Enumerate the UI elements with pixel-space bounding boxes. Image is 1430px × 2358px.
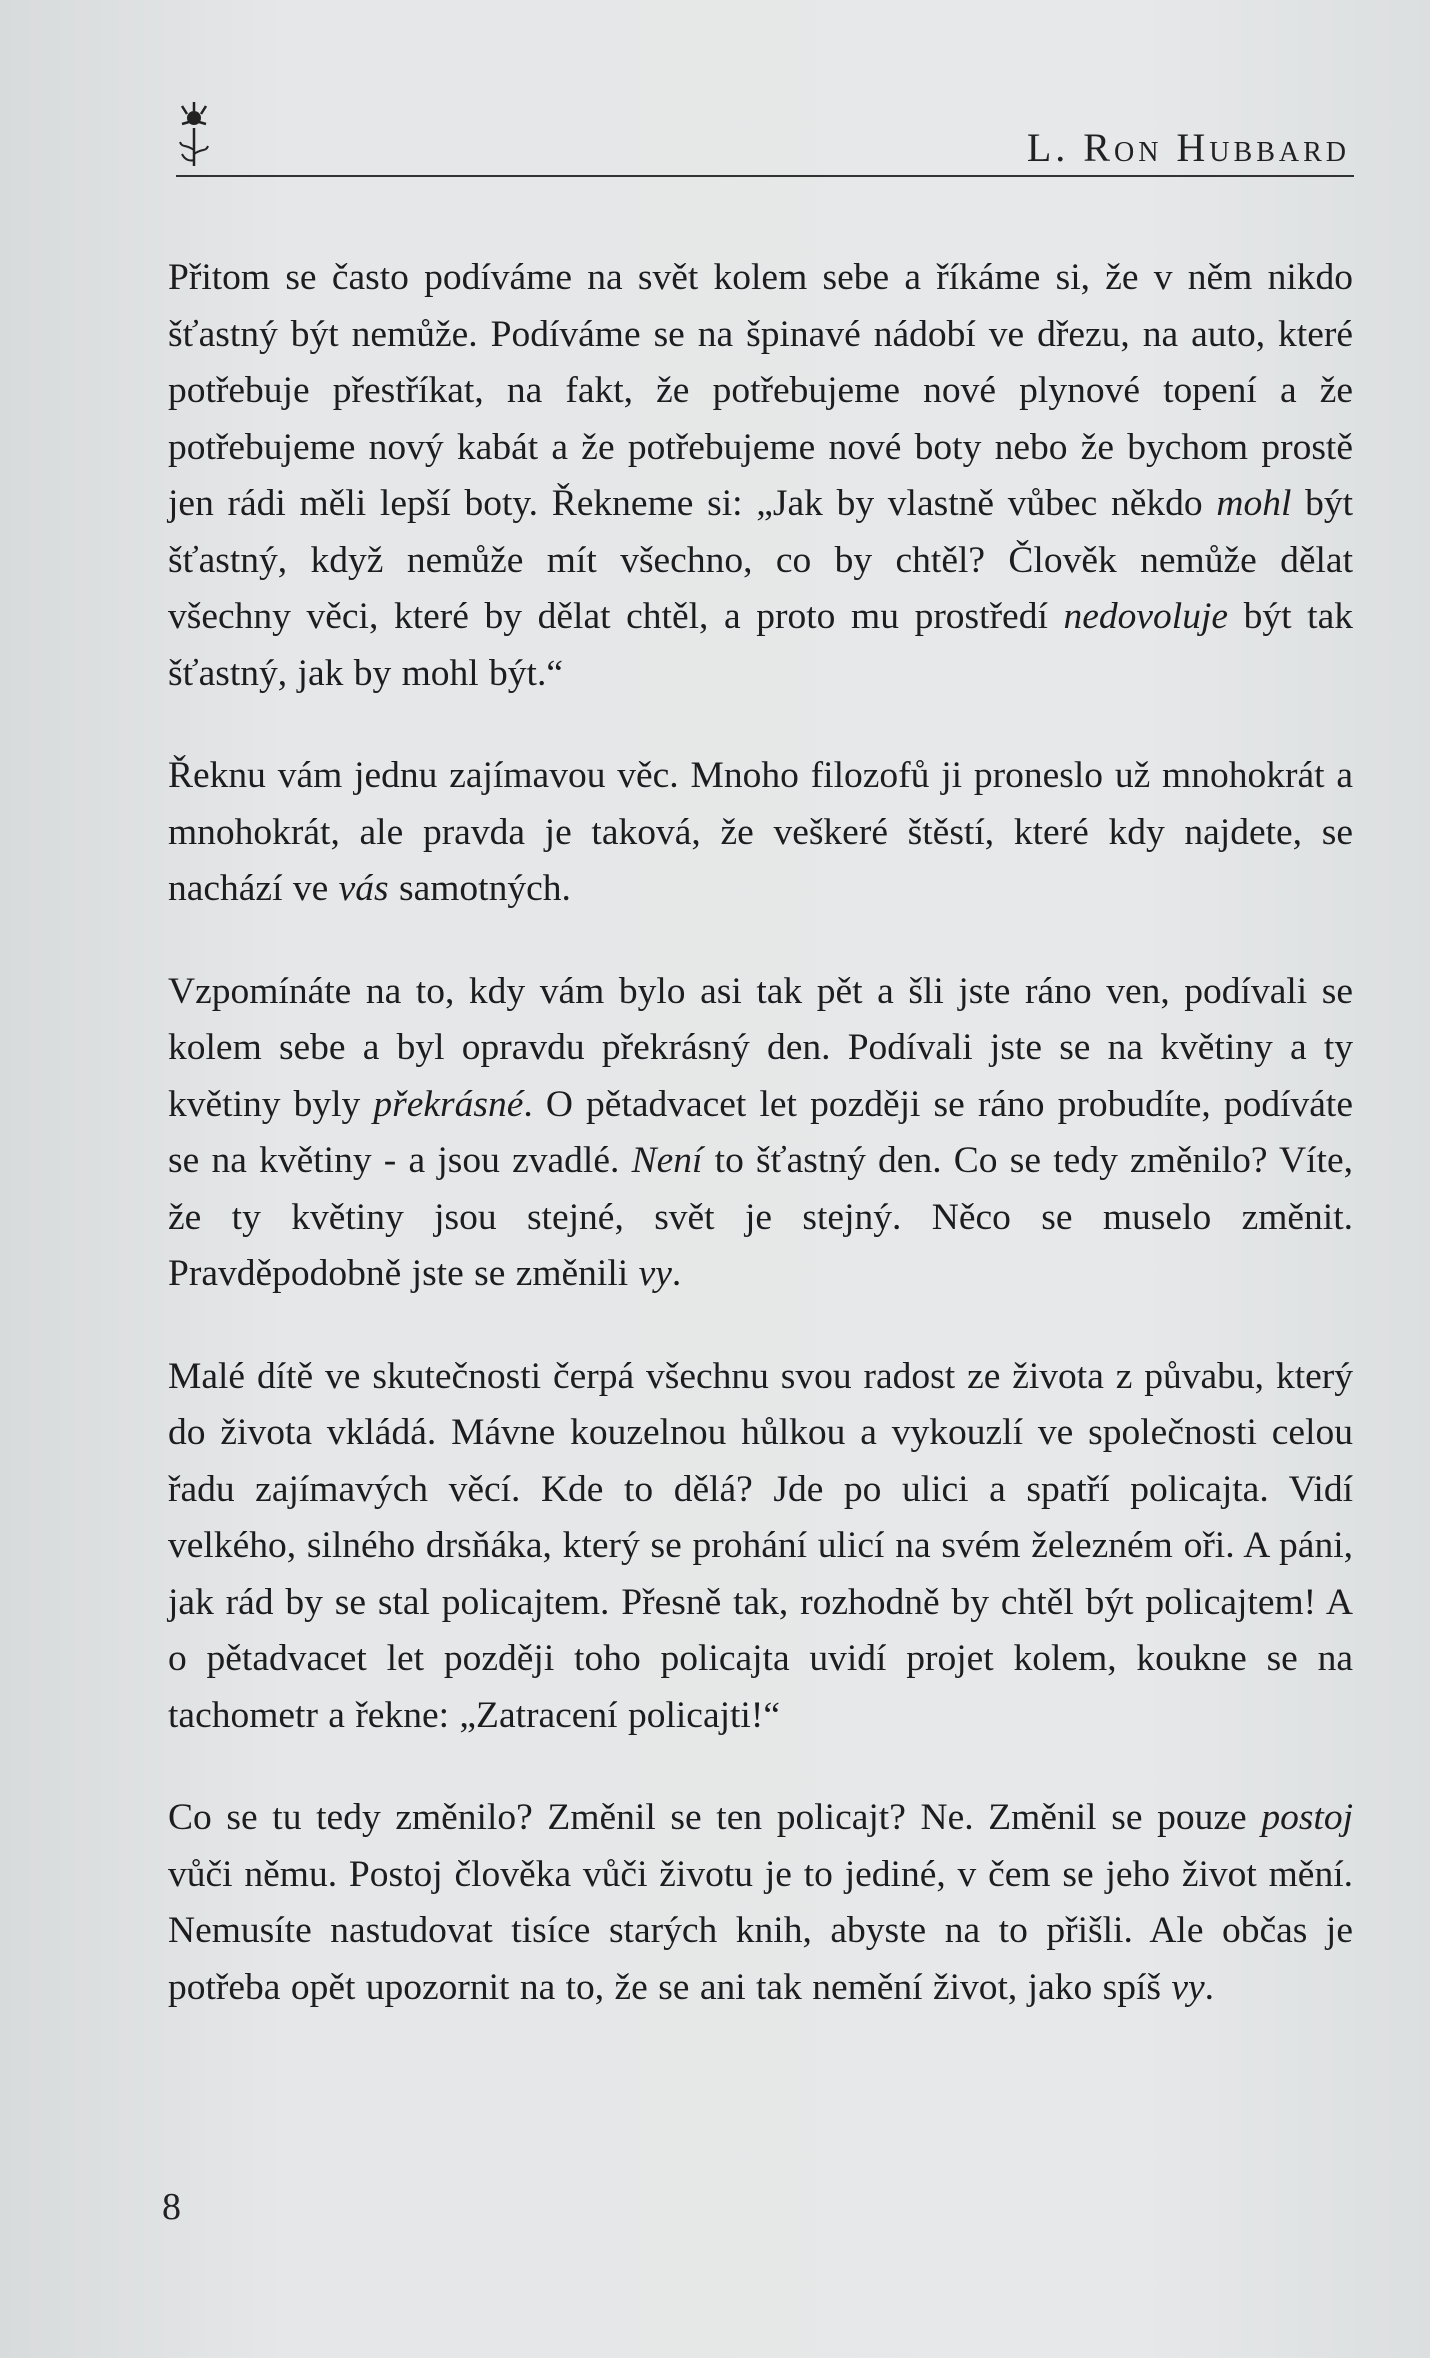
italic-run: postoj [1261, 1797, 1353, 1838]
paragraph [168, 250, 1353, 702]
italic-run: vy [1171, 1966, 1205, 2008]
text-run: . [1204, 1966, 1215, 2008]
italic-run: překrásné [373, 1083, 524, 1125]
italic-run: vás [338, 868, 389, 909]
text-run: to šťastný den. Co se tedy změnilo? Víte, že ty květiny jsou stejné, svět je stejný. Něco se muselo změnit. Pravděpodobně jste se změnili [168, 1140, 1353, 1294]
text-run: Řeknu vám jednu zajímavou věc. Mnoho filozofů ji proneslo už mnohokrát a mnohokrát, ale pravda je taková, že veškeré štěstí, které kdy najdete, se nachází ve [168, 755, 1353, 909]
italic-run: vy [638, 1253, 672, 1294]
header-author: L. Ron Hubbard [1026, 125, 1350, 170]
text-run: Vzpomínáte na to, kdy vám bylo asi tak pět a šli jste ráno ven, podívali se kolem sebe a byl opravdu překrásný den. Podívali jste se na květiny a ty květiny byly [168, 970, 1353, 1125]
page-number: 8 [162, 2186, 181, 2228]
paragraph [168, 1349, 1353, 1745]
text-run: Přitom se často podíváme na svět kolem sebe a říkáme si, že v něm nikdo šťastný být nemůže. Podíváme se na špinavé nádobí ve dřezu, na auto, které potřebuje přestříkat, na fakt, že potřebujeme nové plynové topení a že potřebujeme nový kabát a že potřebujeme nové boty nebo že bychom prostě jen rádi měli lepší boty. Řekneme si: „Jak by vlastně vůbec někdo [168, 257, 1353, 524]
text-run: Malé dítě ve skutečnosti čerpá všechnu svou radost ze života z půvabu, který do života vkládá. Mávne kouzelnou hůlkou a vykouzlí ve společnosti celou řadu zajímavých věcí. Kde to dělá? Jde po ulici a spatří policajta. Vidí velkého, silného drsňáka, který se prohání ulicí na svém železném oři. A páni, jak rád by se stal policajtem. Přesně tak, rozhodně by chtěl být policajtem! A o pětadvacet let později toho policajta uvidí projet kolem, koukne se na tachometr a řekne: „Zatracení policajti!“ [168, 1355, 1353, 1736]
text-run: vůči němu. Postoj člověka vůči životu je to jediné, v čem se jeho život mění. Nemusíte nastudovat tisíce starých knih, abyste na to přišli. Ale občas je potřeba opět upozornit na to, že se ani tak nemění život, jako spíš [168, 1853, 1353, 2008]
text-run: samotných. [388, 868, 571, 909]
running-header [176, 92, 1354, 182]
text-run: . [671, 1253, 682, 1294]
text-run: Co se tu tedy změnilo? Změnil se ten policajt? Ne. Změnil se pouze [168, 1797, 1262, 1838]
paragraph [168, 1790, 1353, 2016]
italic-run: mohl [1216, 483, 1292, 524]
italic-run: nedovoluje [1063, 596, 1229, 637]
paragraph [168, 964, 1353, 1303]
italic-run: Není [631, 1140, 703, 1181]
flower-ornament-icon [176, 92, 212, 172]
body-text [168, 250, 1353, 2062]
header-rule [176, 175, 1354, 177]
text-run: . O pětadvacet let později se ráno probudíte, podíváte se na květiny - a jsou zvadlé. [168, 1083, 1353, 1181]
paragraph [168, 748, 1353, 918]
text-run: být tak šťastný, jak by mohl být.“ [168, 596, 1353, 694]
text-run: být šťastný, když nemůže mít všechno, co by chtěl? Člověk nemůže dělat všechny věci, které by dělat chtěl, a proto mu prostředí [168, 483, 1353, 637]
